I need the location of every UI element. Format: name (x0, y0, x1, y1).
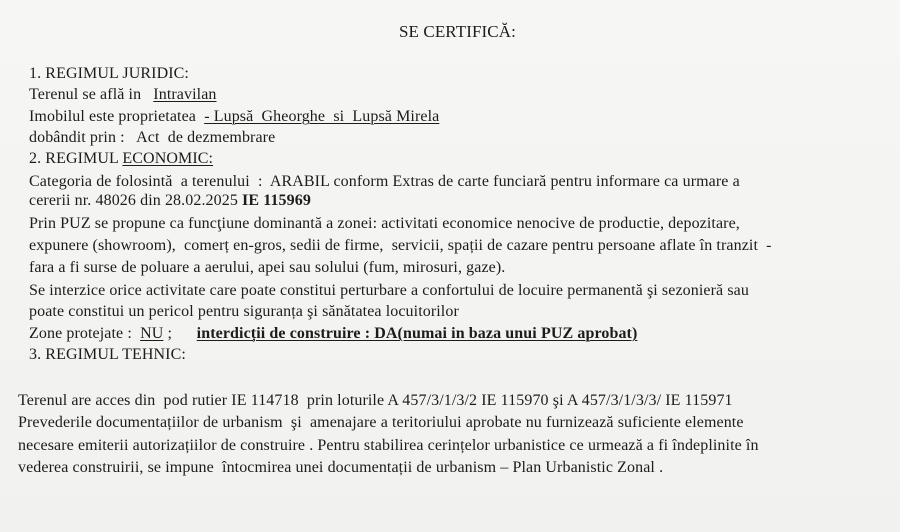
section-2-title (29, 149, 213, 169)
dobandit-label: dobândit prin : (29, 129, 125, 146)
teren-label: Terenul se află in (29, 86, 142, 103)
imobil-row (29, 107, 439, 127)
puz-line-3: fara a fi surse de poluare a aerului, apei sau solului (fum, mirosuri, gaze). (29, 259, 506, 276)
imobil-label: Imobilul este proprietatea (29, 108, 196, 125)
section-1-title: 1. REGIMUL JURIDIC: (29, 65, 189, 82)
puz-line-1: Prin PUZ se propune ca funcţiune dominantă a zonei: activitati economice nenocive de productie, depozitare, (29, 215, 740, 232)
interdictii-construire: interdicții de construire : DA(numai in baza unui PUZ aprobat) (196, 325, 638, 342)
categoria-line-2-bold: IE 115969 (242, 192, 311, 209)
categoria-line-2 (29, 191, 311, 211)
section-2-title-prefix: 2. REGIMUL (29, 150, 123, 167)
interzice-line-2: poate constitui un pericol pentru siguranța şi sănătatea locuitorilor (29, 303, 459, 320)
zone-label: Zone protejate : (29, 325, 132, 342)
categoria-line-2-text: cererii nr. 48026 din 28.02.2025 (29, 192, 243, 209)
teren-row (29, 85, 217, 105)
puz-line-2: expunere (showroom), comerț en-gros, sedii de firme, servicii, spații de cazare pentru persoane aflate în tranzit - (29, 237, 772, 254)
imobil-value: - Lupsă Gheorghe si Lupsă Mirela (204, 108, 440, 125)
tehnic-line-2: Prevederile documentațiilor de urbanism şi amenajare a teritoriului aprobate nu furnizează suficiente elemente (18, 414, 744, 431)
dobandit-row (29, 128, 275, 148)
document-heading: SE CERTIFICĂ: (399, 22, 516, 41)
tehnic-line-3: necesare emiterii autorizațiilor de construire . Pentru stabilirea cerințelor urbanistice ce urmează a fi îndeplinite în (18, 437, 759, 454)
teren-value: Intravilan (153, 86, 217, 103)
zone-separator: ; (167, 325, 173, 342)
categoria-line-1: Categoria de folosintă a terenului : ARABIL conform Extras de carte funciară pentru informare ca urmare a (29, 173, 740, 190)
section-2-title-underlined: ECONOMIC: (122, 150, 214, 167)
tehnic-line-1: Terenul are acces din pod rutier IE 114718 prin loturile A 457/3/1/3/2 IE 115970 şi A 457/3/1/3/3/ IE 115971 (18, 392, 733, 409)
zone-value: NU (140, 325, 164, 342)
dobandit-value: Act de dezmembrare (136, 129, 276, 146)
zone-protejate-row (29, 324, 637, 344)
tehnic-line-4: vederea construirii, se impune întocmirea unei documentații de urbanism – Plan Urbanistic Zonal . (18, 459, 664, 476)
interzice-line-1: Se interzice orice activitate care poate constitui perturbare a confortului de locuire permanentă şi sezonieră sau (29, 282, 749, 299)
section-3-title: 3. REGIMUL TEHNIC: (29, 346, 186, 363)
